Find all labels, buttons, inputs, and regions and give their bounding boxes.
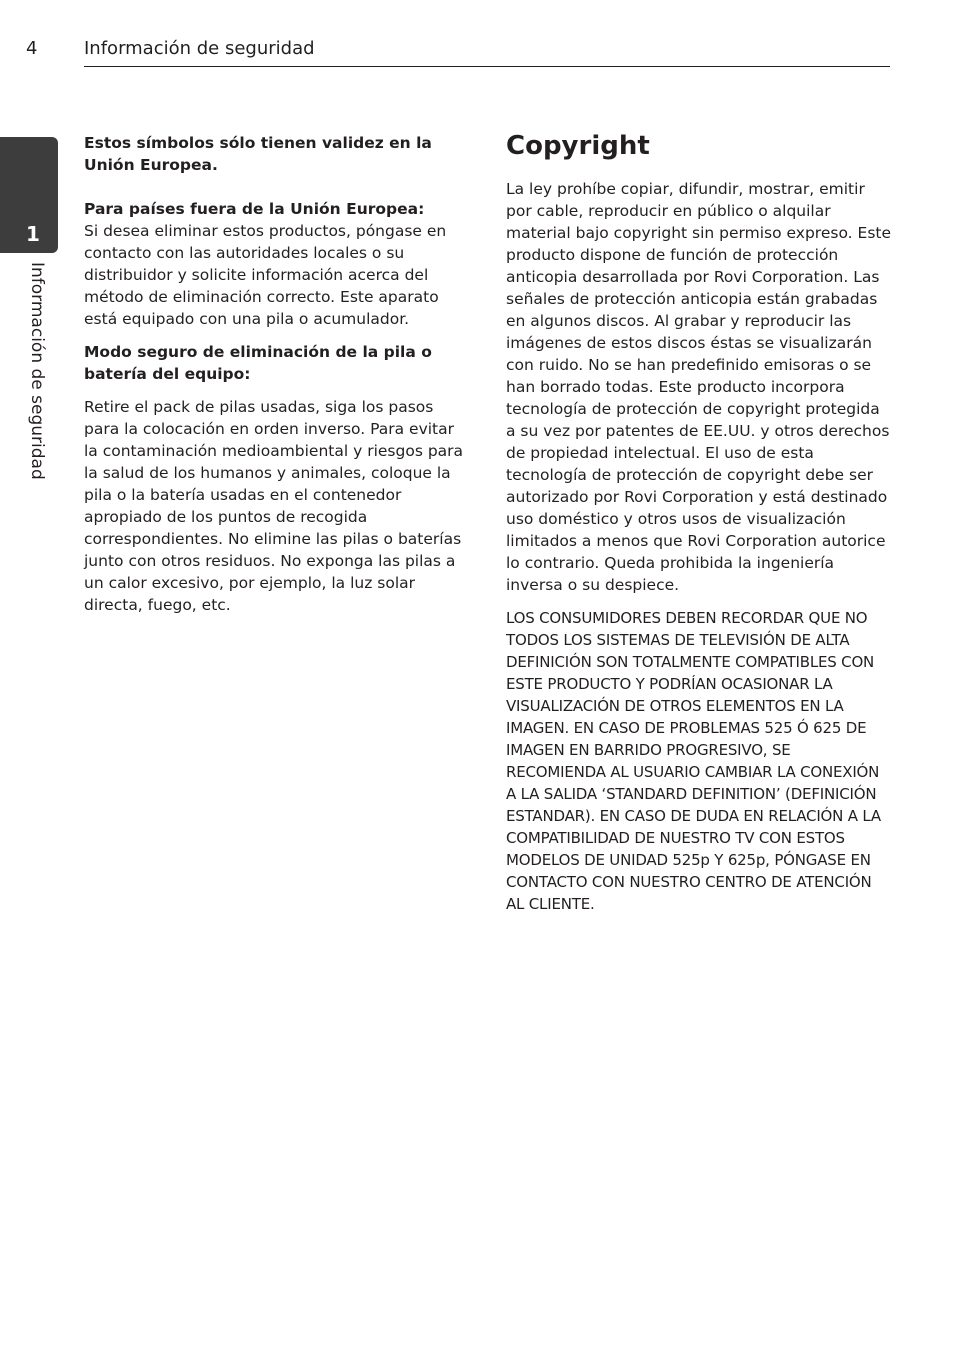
battery-disposal-heading: Modo seguro de eliminación de la pila o batería del equipo:: [84, 343, 432, 383]
copyright-title: Copyright: [506, 131, 650, 161]
chapter-tab-number: 1: [26, 222, 40, 246]
copyright-paragraph: La ley prohíbe copiar, difundir, mostrar, emitir por cable, reproducir en público o alquilar material bajo copyright sin permiso expreso. Este producto dispone de función de protección anticopia desarrollada por Rovi Corporation. Las señales de protección anticopia están grabadas en algunos discos. Al grabar y reproducir las imágenes de estos discos éstas se visualizarán con ruido. No se han predefinido emisoras o se han borrado todas. Este producto incorpora tecnología de protección de copyright protegida a su vez por patentes de EE.UU. y otros derechos de propiedad intelectual. El uso de esta tecnología de protección de copyright debe ser autorizado por Rovi Corporation y está destinado uso doméstico y otros usos de visualización limitados a menos que Rovi Corporation autorice lo contrario. Queda prohibida la ingeniería inversa o su despiece.: [506, 180, 892, 594]
header-title: Información de seguridad: [84, 38, 315, 59]
outside-eu-text: Si desea eliminar estos productos, póngase en contacto con las autoridades locales o su distribuidor y solicite información acerca del método de eliminación correcto. Este aparato está equipado con una pila o acumulador.: [84, 222, 447, 328]
eu-validity-note: Estos símbolos sólo tienen validez en la Unión Europea.: [84, 134, 432, 174]
battery-disposal-text: Retire el pack de pilas usadas, siga los pasos para la colocación en orden inverso. Para evitar la contaminación medioambiental y riesgos para la salud de los humanos y animales, coloque la pila o la batería usadas en el contenedor apropiado de los puntos de recogida correspondientes. No elimine las pilas o baterías junto con otros residuos. No exponga las pilas a un calor excesivo, por ejemplo, la luz solar directa, fuego, etc.: [84, 398, 464, 614]
chapter-side-label-text: Información de seguridad: [27, 262, 47, 480]
outside-eu-heading: Para países fuera de la Unión Europea:: [84, 200, 425, 218]
right-column: [506, 130, 892, 915]
chapter-side-label: [26, 262, 48, 502]
consumer-notice-paragraph: LOS CONSUMIDORES DEBEN RECORDAR QUE NO TODOS LOS SISTEMAS DE TELEVISIÓN DE ALTA DEFINICIÓN SON TOTALMENTE COMPATIBLES CON ESTE PRODUCTO Y PODRÍAN OCASIONAR LA VISUALIZACIÓN DE OTROS ELEMENTOS EN LA IMAGEN. EN CASO DE PROBLEMAS 525 Ó 625 DE IMAGEN EN BARRIDO PROGRESIVO, SE RECOMIENDA AL USUARIO CAMBIAR LA CONEXIÓN A LA SALIDA ‘STANDARD DEFINITION’ (DEFINICIÓN ESTANDAR). EN CASO DE DUDA EN RELACIÓN A LA COMPATIBILIDAD DE NUESTRO TV CON ESTOS MODELOS DE UNIDAD 525p Y 625p, PÓNGASE EN CONTACTO CON NUESTRO CENTRO DE ATENCIÓN AL CLIENTE.: [506, 609, 881, 913]
header-divider: [84, 66, 890, 67]
left-column: [84, 132, 470, 616]
page-number: 4: [26, 38, 38, 59]
